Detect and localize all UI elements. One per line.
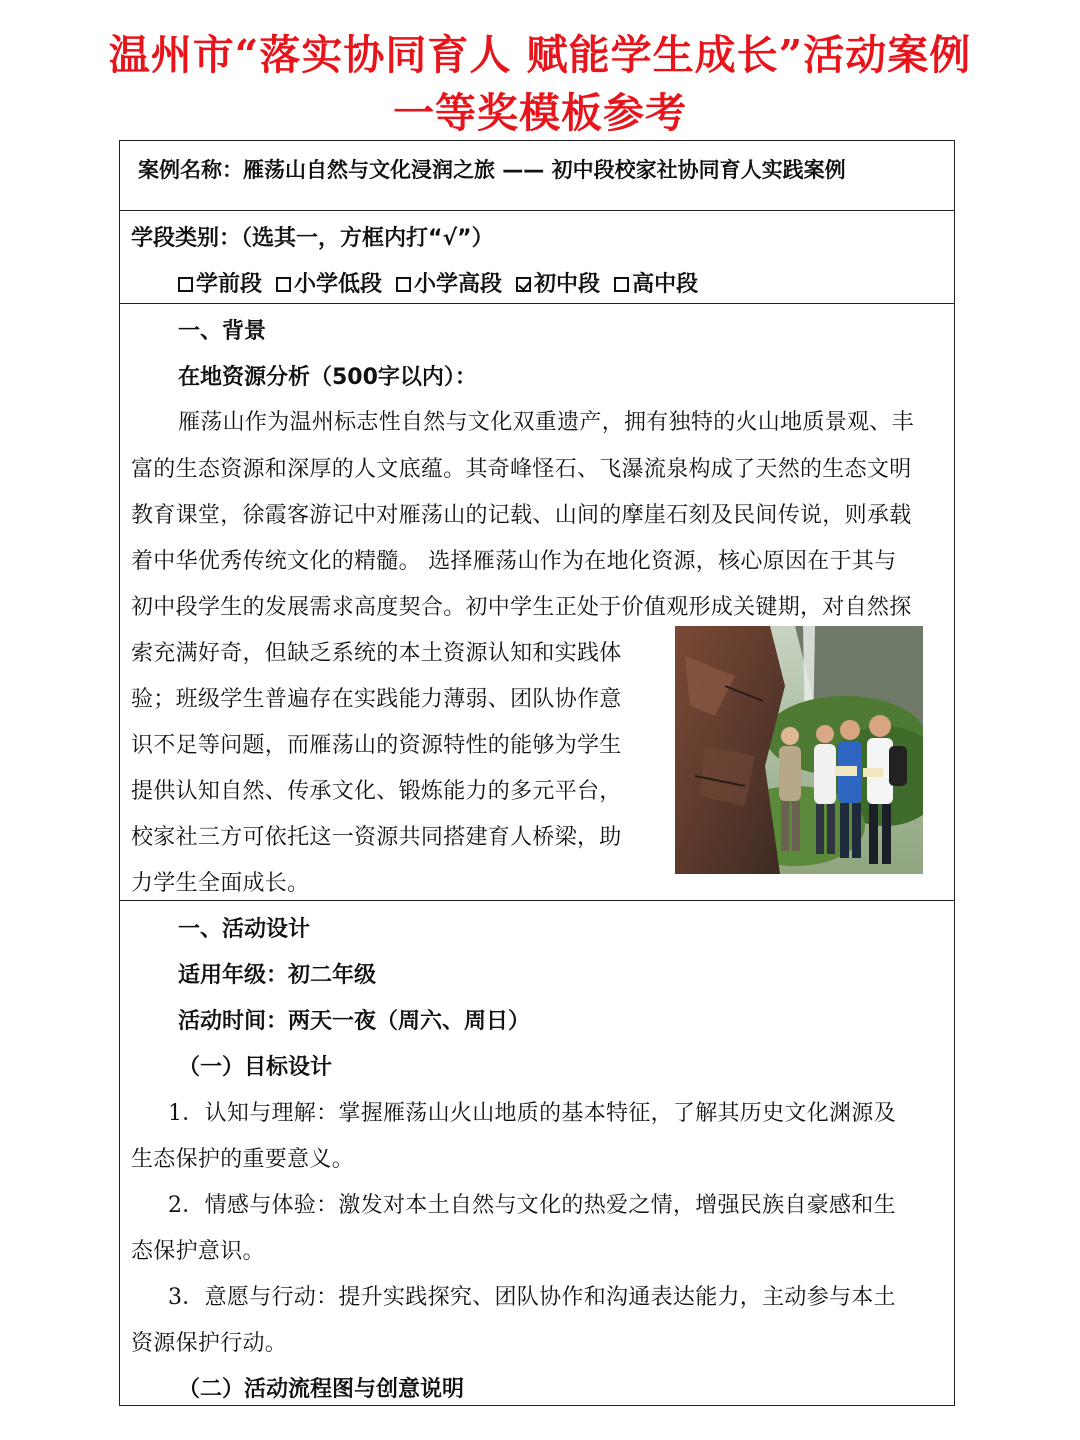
goal-line: 生态保护的重要意义。 [131,1147,355,1172]
goal-line: 资源保护行动。 [131,1331,288,1356]
time-line: 活动时间：两天一夜（周六、周日） [178,1009,531,1034]
document-title-line1: 温州市“落实协同育人 赋能学生成长”活动案例 [108,31,972,79]
goal-line: 2．情感与体验：激发对本土自然与文化的热爱之情，增强民族自豪感和生 [168,1193,896,1218]
stage-label: 学段类别：（选其一，方框内打“√”） [131,226,494,251]
goal-line: 3．意愿与行动：提升实践探究、团队协作和沟通表达能力，主动参与本土 [168,1285,896,1310]
paragraph-line: 初中段学生的发展需求高度契合。初中学生正处于价值观形成关键期，对自然探 [131,595,912,620]
row-divider [120,210,954,211]
goals-heading: （一）目标设计 [178,1055,333,1080]
stage-option-junior[interactable]: 初中段 [516,272,600,297]
background-heading: 一、背景 [178,319,267,344]
row-divider [120,900,954,901]
checkbox-icon[interactable] [396,277,411,292]
case-name: 案例名称：雁荡山自然与文化浸润之旅 —— 初中段校家社协同育人实践案例 [138,158,846,182]
paragraph-line: 富的生态资源和深厚的人文底蕴。其奇峰怪石、飞瀑流泉构成了天然的生态文明 [131,457,912,482]
paragraph-line: 力学生全面成长。 [131,871,310,896]
document-title-line2: 一等奖模板参考 [393,89,687,137]
checkbox-icon[interactable] [614,277,629,292]
row-divider [120,303,954,304]
paragraph-line: 索充满好奇，但缺乏系统的本土资源认知和实践体 [131,641,622,666]
flow-heading: （二）活动流程图与创意说明 [178,1377,465,1402]
checkbox-icon[interactable] [276,277,291,292]
checked-checkbox-icon[interactable] [516,277,531,292]
paragraph-line: 提供认知自然、传承文化、锻炼能力的多元平台， [131,779,622,804]
stage-option-senior[interactable]: 高中段 [614,272,698,297]
design-heading: 一、活动设计 [178,917,311,942]
checkbox-icon[interactable] [178,277,193,292]
stage-options [178,267,712,298]
grade-line: 适用年级：初二年级 [178,963,377,988]
paragraph-line: 着中华优秀传统文化的精髓。 选择雁荡山作为在地化资源，核心原因在于其与 [131,549,897,574]
paragraph-line: 教育课堂，徐霞客游记中对雁荡山的记载、山间的摩崖石刻及民间传说，则承载 [131,503,912,528]
goal-line: 1．认知与理解：掌握雁荡山火山地质的基本特征，了解其历史文化渊源及 [168,1101,896,1126]
field-trip-photo [675,626,923,874]
stage-option-primary-low[interactable]: 小学低段 [276,272,382,297]
paragraph-line: 验；班级学生普遍存在实践能力薄弱、团队协作意 [131,687,622,712]
paragraph-line: 校家社三方可依托这一资源共同搭建育人桥梁，助 [131,825,622,850]
goal-line: 态保护意识。 [131,1239,265,1264]
background-subheading: 在地资源分析（500字以内）： [178,365,477,390]
paragraph-line: 雁荡山作为温州标志性自然与文化双重遗产，拥有独特的火山地质景观、丰 [178,410,914,435]
paragraph-line: 识不足等问题，而雁荡山的资源特性的能够为学生 [131,733,622,758]
stage-option-primary-high[interactable]: 小学高段 [396,272,502,297]
stage-option-preschool[interactable]: 学前段 [178,272,262,297]
